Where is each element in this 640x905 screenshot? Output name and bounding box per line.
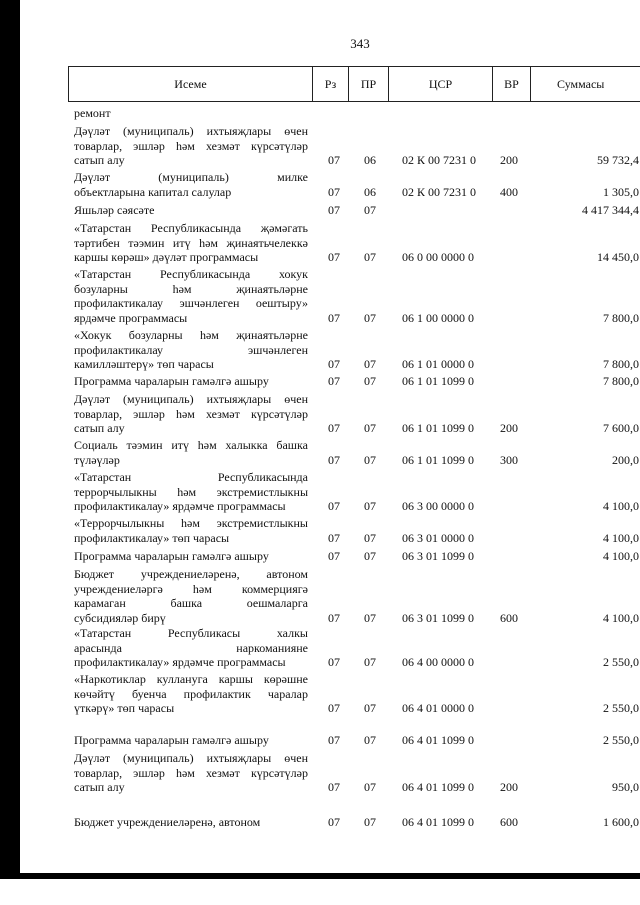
row-rz: 07 — [328, 357, 340, 371]
row-pr: 07 — [364, 499, 376, 513]
row-pr: 06 — [364, 184, 376, 199]
row-name-line: Дәүләт (муниципаль) милке — [74, 170, 308, 184]
table-row — [0, 672, 640, 716]
row-rz: 07 — [328, 815, 340, 829]
row-name — [74, 815, 308, 830]
row-name-line: карамаган башка оешмаларга — [74, 596, 308, 610]
row-name — [74, 516, 308, 545]
row-name — [74, 124, 308, 168]
row-name — [74, 106, 308, 121]
table-row — [0, 328, 640, 372]
row-name-line: ремонт — [74, 106, 111, 120]
row-sum: 2 550,0 — [603, 655, 639, 669]
row-name-line: профилактикалау эшчәнлеген оештыру» — [74, 296, 308, 310]
table-header — [68, 66, 640, 102]
row-name-line: сатып алу — [74, 780, 125, 794]
row-name-line: камилләштерү» төп чарасы — [74, 357, 214, 371]
row-pr: 07 — [364, 733, 376, 747]
table-row — [0, 751, 640, 795]
row-name — [74, 267, 308, 325]
table-row — [0, 170, 640, 199]
row-pr: 07 — [364, 310, 376, 325]
row-name — [74, 549, 308, 564]
row-csr: 06 1 00 0000 0 — [402, 310, 474, 325]
table-row — [0, 626, 640, 670]
row-pr: 07 — [364, 357, 376, 371]
row-pr: 07 — [364, 549, 376, 563]
row-vr: 600 — [500, 610, 518, 625]
row-rz: 07 — [328, 549, 340, 563]
row-name-line: Дәүләт (муниципаль) ихтыяҗлары өчен — [74, 124, 308, 138]
row-name-line: «Хокук бозуларны һәм җинаятьләрне — [74, 328, 308, 342]
row-csr: 06 4 01 1099 0 — [402, 733, 474, 747]
row-csr: 06 3 01 1099 0 — [402, 549, 474, 563]
row-name — [74, 438, 308, 467]
header-rz: Рз — [313, 67, 349, 101]
row-csr: 06 4 01 0000 0 — [402, 701, 474, 715]
row-name-line: Программа чараларын гамәлгә ашыру — [74, 733, 269, 747]
row-sum: 950,0 — [612, 780, 639, 794]
row-pr: 07 — [364, 374, 376, 388]
header-pr: ПР — [349, 67, 389, 101]
row-csr: 06 4 01 1099 0 — [402, 780, 474, 794]
row-csr: 06 0 00 0000 0 — [402, 250, 474, 264]
row-name-line: профилактикалау» ярдәмче программасы — [74, 655, 286, 669]
row-name-line: профилактикалау» ярдәмче программасы — [74, 499, 286, 513]
row-rz: 07 — [328, 530, 340, 545]
row-name-line: «Татарстан Республикасында хокук — [74, 267, 308, 281]
row-sum: 7 600,0 — [603, 421, 639, 435]
table-row — [0, 221, 640, 265]
row-name-line: учреждениеләргә һәм коммерциягә — [74, 581, 308, 596]
row-pr: 07 — [364, 780, 376, 794]
row-name-line: террорчылыкны һәм экстремистлыкны — [74, 484, 308, 499]
row-csr: 06 3 00 0000 0 — [402, 499, 474, 513]
row-name-line: Бюджет учреждениеләренә, автоном — [74, 567, 308, 581]
row-name-line: профилактикалау» төп чарасы — [74, 530, 230, 545]
row-sum: 14 450,0 — [597, 250, 639, 264]
row-rz: 07 — [328, 203, 340, 217]
row-name-line: «Террорчылыкны һәм экстремистлыкны — [74, 516, 308, 530]
row-sum: 7 800,0 — [603, 374, 639, 388]
row-name-line: «Татарстан Республикасында — [74, 470, 308, 484]
row-name — [74, 221, 308, 265]
row-name — [74, 170, 308, 199]
row-rz: 07 — [328, 184, 340, 199]
table-row — [0, 392, 640, 436]
row-pr: 07 — [364, 421, 376, 435]
row-pr: 07 — [364, 250, 376, 264]
table-row — [0, 549, 640, 564]
page-number: 343 — [350, 36, 370, 51]
row-name — [74, 733, 308, 748]
row-sum: 4 100,0 — [603, 499, 639, 513]
row-name — [74, 626, 308, 670]
row-sum: 200,0 — [612, 452, 639, 467]
row-name — [74, 751, 308, 795]
row-csr: 06 3 01 0000 0 — [402, 530, 474, 545]
row-pr: 07 — [364, 203, 376, 217]
row-rz: 07 — [328, 610, 340, 625]
row-name-line: товарлар, эшләр һәм хезмәт күрсәтүләр — [74, 765, 308, 780]
row-rz: 07 — [328, 701, 340, 715]
row-name-line: Дәүләт (муниципаль) ихтыяҗлары өчен — [74, 392, 308, 406]
row-rz: 07 — [328, 310, 340, 325]
row-name-line: товарлар, эшләр һәм хезмәт күрсәтүләр — [74, 406, 308, 421]
row-name-line: Программа чараларын гамәлгә ашыру — [74, 374, 269, 388]
row-name-line: Дәүләт (муниципаль) ихтыяҗлары өчен — [74, 751, 308, 765]
row-vr: 600 — [500, 815, 518, 829]
table-row — [0, 438, 640, 467]
row-name-line: сатып алу — [74, 421, 125, 435]
row-csr: 06 3 01 1099 0 — [402, 610, 474, 625]
row-sum: 4 100,0 — [603, 530, 639, 545]
table-row — [0, 124, 640, 168]
row-name-line: түләүләр — [74, 452, 120, 467]
row-rz: 07 — [328, 733, 340, 747]
row-rz: 07 — [328, 780, 340, 794]
table-row — [0, 267, 640, 325]
row-name-line: Яшьләр сәясәте — [74, 203, 155, 217]
table-row — [0, 815, 640, 830]
row-name-line: көчәйтү буенча профилактик чаралар — [74, 686, 308, 701]
table-row — [0, 106, 640, 121]
table-row — [0, 470, 640, 514]
row-pr: 07 — [364, 610, 376, 625]
row-name-line: ярдәмче программасы — [74, 310, 188, 325]
row-pr: 07 — [364, 815, 376, 829]
row-name-line: Программа чараларын гамәлгә ашыру — [74, 549, 269, 563]
row-name-line: объектларына капитал салулар — [74, 184, 232, 199]
row-name — [74, 470, 308, 514]
header-name: Исеме — [69, 67, 313, 101]
row-rz: 07 — [328, 499, 340, 513]
row-vr: 200 — [500, 421, 518, 435]
row-vr: 300 — [500, 452, 518, 467]
row-name — [74, 567, 308, 625]
row-rz: 07 — [328, 421, 340, 435]
row-name-line: «Наркотиклар кулланугa каршы көрәшне — [74, 672, 308, 686]
table-row — [0, 374, 640, 389]
row-sum: 4 417 344,4 — [582, 203, 639, 217]
row-csr: 06 4 00 0000 0 — [402, 655, 474, 669]
row-vr: 400 — [500, 184, 518, 199]
row-name-line: «Татарстан Республикасы халкы — [74, 626, 308, 640]
row-name — [74, 672, 308, 716]
row-sum: 2 550,0 — [603, 733, 639, 747]
header-sum: Суммасы — [557, 76, 605, 91]
row-name — [74, 328, 308, 372]
row-vr: 200 — [500, 153, 518, 167]
row-sum: 4 100,0 — [603, 549, 639, 563]
row-csr: 02 К 00 7231 0 — [402, 184, 477, 199]
row-name-line: Бюджет учреждениеләренә, автоном — [74, 815, 261, 829]
row-pr: 06 — [364, 153, 376, 167]
row-rz: 07 — [328, 655, 340, 669]
row-name-line: сатып алу — [74, 153, 125, 167]
row-sum: 1 600,0 — [603, 815, 639, 829]
row-csr: 06 1 01 1099 0 — [402, 421, 474, 435]
scan-bottom-border — [0, 873, 640, 879]
header-csr: ЦСР — [389, 67, 493, 101]
row-sum: 7 800,0 — [603, 357, 639, 371]
table-row — [0, 567, 640, 625]
row-vr: 200 — [500, 780, 518, 794]
row-name-line: профилактикалау эшчәнлеген — [74, 342, 308, 357]
row-sum: 2 550,0 — [603, 701, 639, 715]
row-sum: 1 305,0 — [603, 184, 639, 199]
row-csr: 06 1 01 1099 0 — [402, 374, 474, 388]
row-csr: 06 1 01 1099 0 — [402, 452, 474, 467]
row-name-line: арасында наркоманияне — [74, 640, 308, 655]
row-pr: 07 — [364, 655, 376, 669]
row-name — [74, 374, 308, 389]
row-csr: 06 4 01 1099 0 — [402, 815, 474, 829]
header-vr: ВР — [493, 67, 531, 101]
row-rz: 07 — [328, 452, 340, 467]
row-name-line: бозуларны һәм җинаятьләрне — [74, 281, 308, 296]
row-pr: 07 — [364, 701, 376, 715]
row-sum: 59 732,4 — [597, 153, 639, 167]
row-name-line: каршы көрәш» дәүләт программасы — [74, 250, 259, 264]
row-sum: 4 100,0 — [603, 610, 639, 625]
row-name-line: тәртибен тәэмин итү һәм җинаятьчелеккә — [74, 235, 308, 250]
row-name-line: товарлар, эшләр һәм хезмәт күрсәтүләр — [74, 138, 308, 153]
row-name — [74, 203, 308, 218]
row-name-line: Социаль тәэмин итү һәм халыкка башка — [74, 438, 308, 452]
row-sum: 7 800,0 — [603, 310, 639, 325]
row-pr: 07 — [364, 452, 376, 467]
table-row — [0, 733, 640, 748]
row-rz: 07 — [328, 153, 340, 167]
row-pr: 07 — [364, 530, 376, 545]
row-csr: 02 К 00 7231 0 — [402, 153, 477, 167]
row-name — [74, 392, 308, 436]
table-row — [0, 516, 640, 545]
row-name-line: үткәрү» төп чарасы — [74, 701, 175, 715]
row-rz: 07 — [328, 374, 340, 388]
table-row — [0, 203, 640, 218]
row-csr: 06 1 01 0000 0 — [402, 357, 474, 371]
row-name-line: «Татарстан Республикасында җәмәгать — [74, 221, 308, 235]
row-name-line: субсидияләр бирү — [74, 610, 166, 625]
row-rz: 07 — [328, 250, 340, 264]
